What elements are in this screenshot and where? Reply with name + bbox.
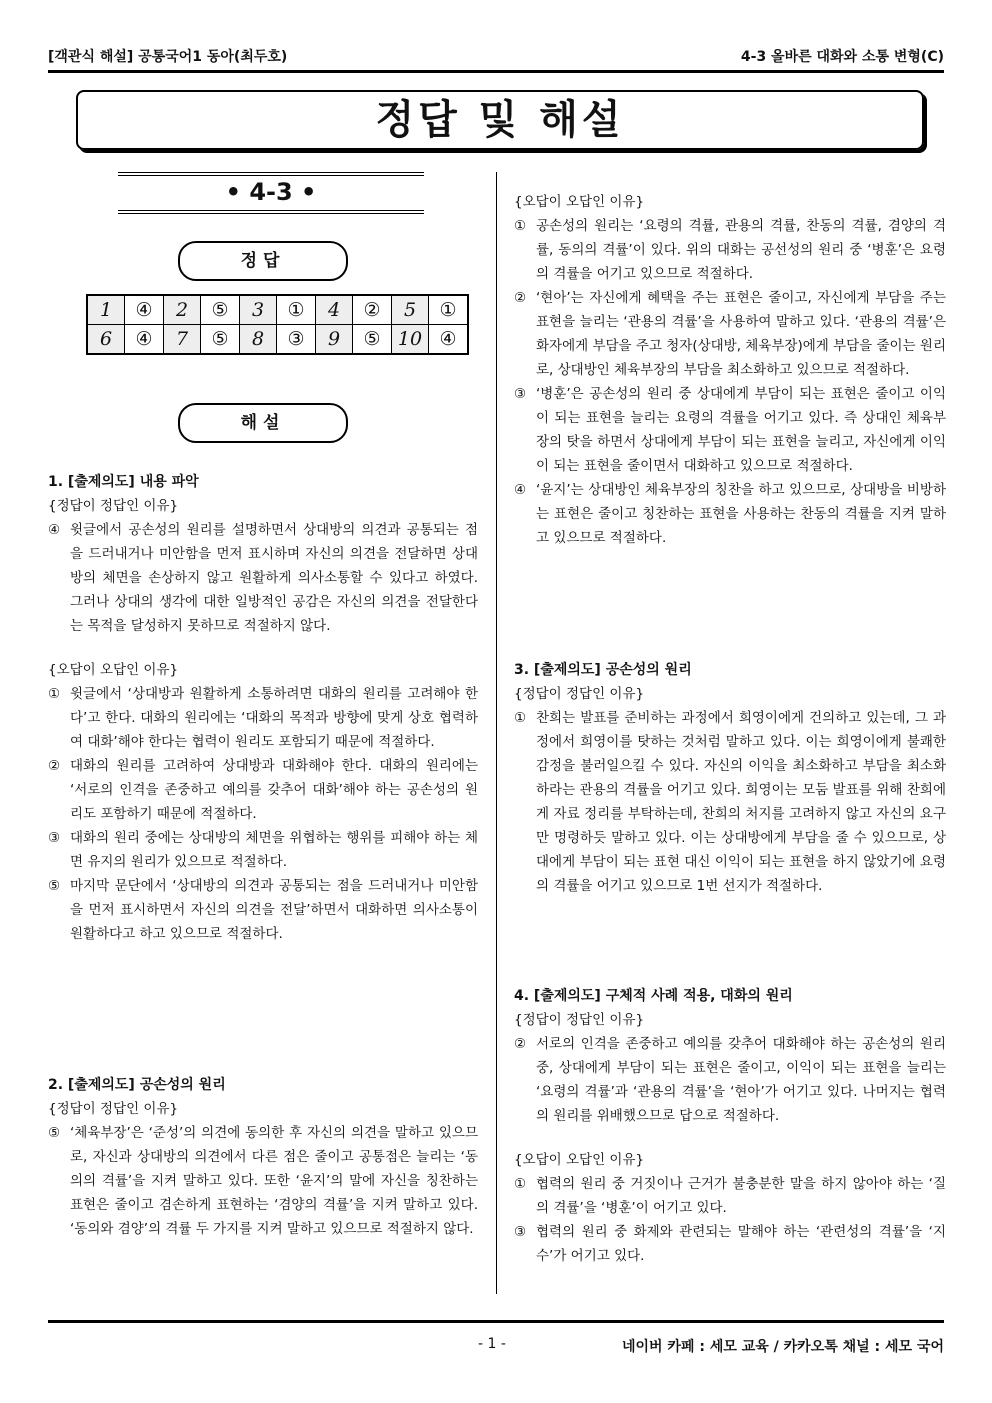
footer-rule bbox=[48, 1320, 944, 1323]
q1-correct-list bbox=[48, 518, 478, 638]
answer-choice: ④ bbox=[429, 325, 469, 355]
choice-marker: ④ bbox=[514, 482, 527, 498]
explanation-text: ‘현아’는 자신에게 혜택을 주는 표현은 줄이고, 자신에게 부담을 주는 표현을 늘리는 ‘관용의 격률’을 사용하여 말하고 있다. ‘관용의 격률’은 화자에게 부담을 주고 청자(상대방, 체육부장)에게 부담을 줄이는 원리로, 상대방인 체육부장의 부담을 최소화하고 있으므로 적절하다. bbox=[536, 290, 947, 378]
question-number: 10 bbox=[392, 325, 429, 355]
q1-wrong-list bbox=[48, 682, 478, 946]
explanation-item bbox=[514, 1172, 946, 1220]
choice-marker: ② bbox=[514, 1036, 527, 1052]
header-rule bbox=[48, 70, 944, 73]
q1-wrong-label: {오답이 오답인 이유} bbox=[48, 662, 179, 678]
q3-heading: 3. [출제의도] 공손성의 원리 bbox=[514, 662, 692, 678]
section-number bbox=[118, 172, 424, 214]
explanation-text: ‘체육부장’은 ‘준성’의 의견에 동의한 후 자신의 의견을 말하고 있으므로, 자신과 상대방의 의견에서 다른 점은 줄이고 공통점은 늘리는 ‘동의의 격률’을 지켜 말하고 있다. 또한 ‘윤지’의 말에 자신을 칭찬하는 표현은 줄이고 겸손하게 표현하는 ‘겸양의 격률’을 지켜 말하고 있다. ‘동의와 겸양’의 격률 두 가지를 지켜 말하고 있으므로 적절하지 않다. bbox=[70, 1125, 478, 1237]
question-number: 1 bbox=[87, 295, 125, 325]
explanation-item bbox=[48, 874, 478, 946]
column-divider bbox=[496, 172, 497, 1294]
choice-marker: ① bbox=[514, 1176, 527, 1192]
q2-heading: 2. [출제의도] 공손성의 원리 bbox=[48, 1077, 226, 1093]
footer-right: 네이버 카페 : 세모 교육 / 카카오톡 채널 : 세모 국어 bbox=[621, 1339, 944, 1355]
explanation-text: 윗글에서 ‘상대방과 원활하게 소통하려면 대화의 원리를 고려해야 한다’고 한다. 대화의 원리에는 ‘대화의 목적과 방향에 맞게 상호 협력하여 대화’해야 한다는 협력이 원리도 포함되기 때문에 적절하다. bbox=[70, 686, 478, 750]
q1-correct-label: {정답이 정답인 이유} bbox=[48, 498, 179, 514]
q4-wrong-label: {오답이 오답인 이유} bbox=[514, 1152, 645, 1168]
question-number: 8 bbox=[240, 325, 277, 355]
explanation-text: 협력의 원리 중 화제와 관련되는 말해야 하는 ‘관련성의 격률’을 ‘지수’가 어기고 있다. bbox=[536, 1224, 946, 1264]
answer-choice: ⑤ bbox=[201, 325, 240, 355]
explanation-item bbox=[514, 382, 946, 478]
q4-correct-list bbox=[514, 1032, 946, 1128]
choice-marker: ⑤ bbox=[48, 1125, 61, 1141]
answer-row bbox=[87, 325, 468, 355]
q4-block bbox=[514, 984, 946, 1268]
explanation-item bbox=[514, 706, 946, 898]
answer-choice: ④ bbox=[125, 325, 164, 355]
q3-correct-list bbox=[514, 706, 946, 898]
explanation-text: ‘병훈’은 공손성의 원리 중 상대에게 부담이 되는 표현은 줄이고 이익이 되는 표현을 늘리는 요령의 격률을 어기고 있다. 즉 상대인 체육부장의 탓을 하면서 상대에게 부담이 되는 표현을 늘리고, 자신에게 이익이 되는 표현을 줄이면서 대화하고 있으므로 적절하다. bbox=[536, 386, 946, 474]
explanation-text: 마지막 문단에서 ‘상대방의 의견과 공통되는 점을 드러내거나 미안함을 먼저 표시하면서 자신의 의견을 전달’하면서 대화하면 의사소통이 원활하다고 하고 있으므로 적절하다. bbox=[70, 878, 478, 942]
page-header bbox=[48, 46, 944, 70]
section-rule-top bbox=[118, 172, 424, 176]
explanation-item bbox=[514, 1032, 946, 1128]
q3-correct-label: {정답이 정답인 이유} bbox=[514, 686, 645, 702]
q4-heading: 4. [출제의도] 구체적 사례 적용, 대화의 원리 bbox=[514, 988, 793, 1004]
explanation-item bbox=[48, 518, 478, 638]
explanation-text: 대화의 원리 중에는 상대방의 체면을 위협하는 행위를 피해야 하는 체면 유지의 원리가 있으므로 적절하다. bbox=[70, 830, 478, 870]
header-right: 4-3 올바른 대화와 소통 변형(C) bbox=[740, 49, 944, 65]
header-left: [객관식 해설] 공통국어1 동아(최두호) bbox=[48, 49, 288, 65]
q2-block bbox=[48, 1073, 478, 1241]
page-number: - 1 - bbox=[478, 1336, 506, 1352]
explanation-text: 서로의 인격을 존중하고 예의를 갖추어 대화해야 하는 공손성의 원리 중, 상대에게 부담이 되는 표현은 줄이고, 이익이 되는 표현을 늘리는 ‘요령의 격률’과 ‘관용의 격률’을 ‘현아’가 어기고 있다. 나머지는 협력의 원리를 위배했으므로 답으로 적절하다. bbox=[536, 1036, 946, 1124]
question-number: 5 bbox=[392, 295, 429, 325]
choice-marker: ③ bbox=[48, 830, 61, 846]
question-number: 2 bbox=[164, 295, 201, 325]
answer-choice: ② bbox=[353, 295, 392, 325]
q2-wrong-block bbox=[514, 190, 946, 550]
answer-choice: ⑤ bbox=[201, 295, 240, 325]
answer-row bbox=[87, 295, 468, 325]
explanation-text: 협력의 원리 중 거짓이나 근거가 불충분한 말을 하지 않아야 하는 ‘질의 격률’을 ‘병훈’이 어기고 있다. bbox=[536, 1176, 946, 1216]
choice-marker: ② bbox=[514, 290, 527, 306]
explanation-item bbox=[48, 826, 478, 874]
q2-correct-list bbox=[48, 1121, 478, 1241]
q1-block bbox=[48, 470, 478, 946]
explanation-item bbox=[514, 478, 946, 550]
choice-marker: ① bbox=[48, 686, 61, 702]
q1-heading: 1. [출제의도] 내용 파악 bbox=[48, 474, 199, 490]
explanation-item bbox=[48, 754, 478, 826]
question-number: 3 bbox=[240, 295, 277, 325]
choice-marker: ② bbox=[48, 758, 61, 774]
answer-choice: ① bbox=[277, 295, 316, 325]
question-number: 6 bbox=[87, 325, 125, 355]
section-number-text: • 4-3 • bbox=[225, 178, 317, 206]
choice-marker: ④ bbox=[48, 522, 61, 538]
q4-correct-label: {정답이 정답인 이유} bbox=[514, 1012, 645, 1028]
answer-choice: ⑤ bbox=[353, 325, 392, 355]
explanation-item bbox=[514, 1220, 946, 1268]
section-rule-bottom bbox=[118, 210, 424, 214]
answer-choice: ④ bbox=[125, 295, 164, 325]
q2-wrong-label: {오답이 오답인 이유} bbox=[514, 194, 645, 210]
explanation-item bbox=[48, 1121, 478, 1241]
question-number: 4 bbox=[316, 295, 353, 325]
explanation-item bbox=[514, 286, 946, 382]
explanation-text: ‘윤지’는 상대방인 체육부장의 칭찬을 하고 있으므로, 상대방을 비방하는 표현은 줄이고 칭찬하는 표현을 사용하는 찬동의 격률을 지켜 말하고 있으므로 적절하다. bbox=[536, 482, 946, 546]
question-number: 9 bbox=[316, 325, 353, 355]
choice-marker: ① bbox=[514, 218, 527, 234]
explanation-text: 찬희는 발표를 준비하는 과정에서 희영이에게 건의하고 있는데, 그 과정에서 희영이를 탓하는 것처럼 말하고 있다. 이는 희영이에게 불쾌한 감정을 불러일으킬 수 있다. 자신의 이익을 최소화하고 부담을 최소화하라는 관용의 격률을 어기고 있다. 희영이는 모둠 발표를 위해 찬희에게 자료 정리를 부탁하는데, 찬희의 처지를 고려하지 않고 자신의 요구만 명령하듯 말하고 있다. 이는 상대방에게 부담을 줄 수 있으므로, 상대에게 부담이 되는 표현 대신 이익이 되는 표현을 하지 않았기에 요령의 격률을 어기고 있으므로 1번 선지가 적절하다. bbox=[536, 710, 946, 894]
explanation-pill: 해설 bbox=[178, 403, 348, 443]
answer-choice: ① bbox=[429, 295, 469, 325]
choice-marker: ③ bbox=[514, 1224, 527, 1240]
question-number: 7 bbox=[164, 325, 201, 355]
choice-marker: ① bbox=[514, 710, 527, 726]
explanation-text: 공손성의 원리는 ‘요령의 격률, 관용의 격률, 찬동의 격률, 겸양의 격률, 동의의 격률’이 있다. 위의 대화는 공선성의 원리 중 ‘병훈’은 요령의 격률을 어기고 있으므로 적절하다. bbox=[536, 218, 946, 282]
answer-choice: ③ bbox=[277, 325, 316, 355]
page-title: 정답 및 해설 bbox=[76, 90, 924, 150]
explanation-item bbox=[48, 682, 478, 754]
q4-wrong-list bbox=[514, 1172, 946, 1268]
choice-marker: ⑤ bbox=[48, 878, 61, 894]
answer-table bbox=[86, 294, 469, 355]
choice-marker: ③ bbox=[514, 386, 527, 402]
answer-pill: 정답 bbox=[178, 241, 348, 281]
explanation-item bbox=[514, 214, 946, 286]
q2-wrong-list bbox=[514, 214, 946, 550]
explanation-text: 윗글에서 공손성의 원리를 설명하면서 상대방의 의견과 공통되는 점을 드러내거나 미안함을 먼저 표시하며 자신의 의견을 전달하면 상대방의 체면을 손상하지 않고 원활하게 의사소통할 수 있다고 하였다. 그러나 상대의 생각에 대한 일방적인 공감은 자신의 의견을 전달한다는 목적을 달성하지 못하므로 적절하지 않다. bbox=[70, 522, 478, 634]
explanation-text: 대화의 원리를 고려하여 상대방과 대화해야 한다. 대화의 원리에는 ‘서로의 인격을 존중하고 예의를 갖추어 대화’해야 하는 공손성의 원리도 포함하기 때문에 적절하다. bbox=[70, 758, 478, 822]
q2-correct-label: {정답이 정답인 이유} bbox=[48, 1101, 179, 1117]
q3-block bbox=[514, 658, 946, 898]
